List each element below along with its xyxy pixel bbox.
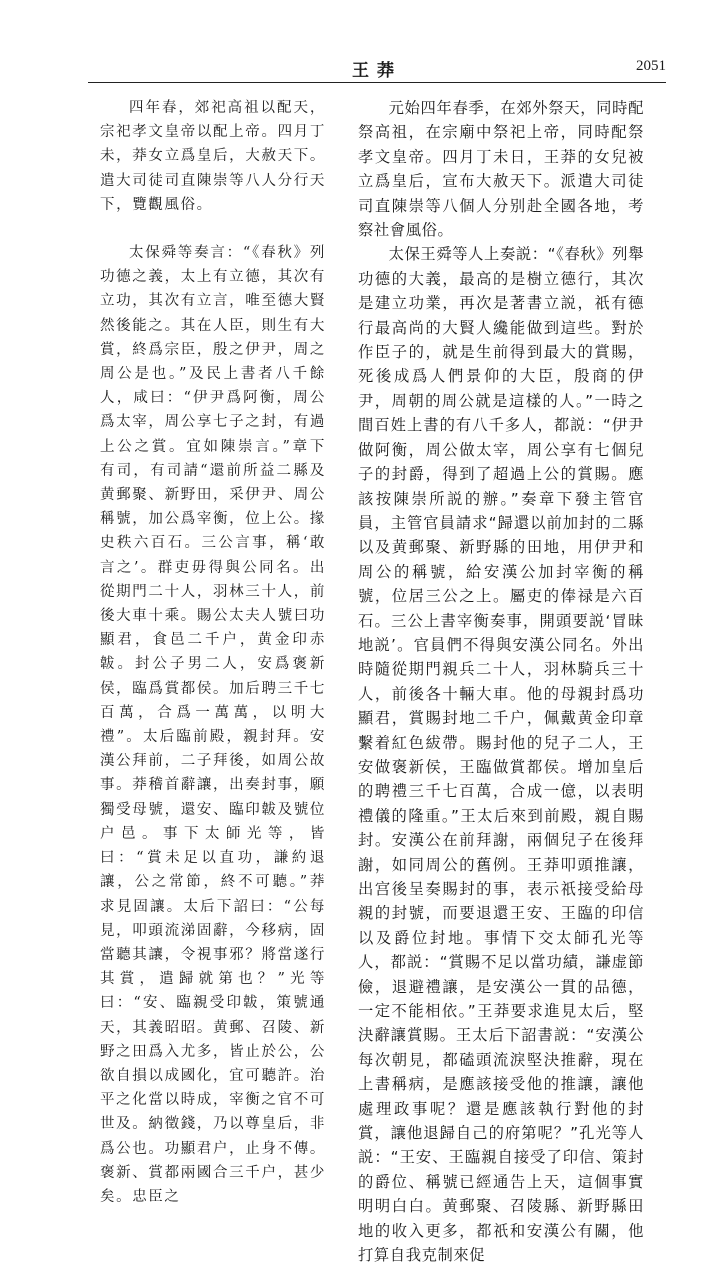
translation-text-column: [358, 96, 644, 1265]
classical-paragraph-1: 四年春，郊祀高祖以配天，宗祀孝文皇帝以配上帝。四月丁未，莽女立爲皇后，大赦天下。遣大司徒司直陳崇等八人分行天下，覽觀風俗。: [100, 100, 326, 213]
classical-text-column: [100, 96, 326, 1205]
classical-paragraph-2: 太保舜等奏言：“《春秋》列功德之義，太上有立德，其次有立功，其次有立言，唯至德大賢然後能之。其在人臣，則生有大賞，終爲宗臣，殷之伊尹，周之周公是也。”及民上書者八千餘人，咸曰：“伊尹爲阿衡，周公爲太宰，周公享七子之封，有過上公之賞。宜如陳崇言。”章下有司，有司請“還前所益二縣及黄郵聚、新野田，采伊尹、周公稱號，加公爲宰衡，位上公。掾史秩六百石。三公言事，稱‘敢言之’。群吏毋得與公同名。出從期門二十人，羽林三十人，前後大車十乘。賜公太夫人號曰功顯君，食邑二千户，黄金印赤韍。封公子男二人，安爲褒新侯，臨爲賞都侯。加后聘三千七百萬，合爲一萬萬，以明大禮”。太后臨前殿，親封拜。安漢公拜前，二子拜後，如周公故事。莽稽首辭讓，出奏封事，願獨受母號，還安、臨印韍及號位户邑。事下太師光等，皆曰：“賞未足以直功，謙約退讓，公之常節，終不可聽。”莽求見固讓。太后下詔曰：“公每見，叩頭流涕固辭，今移病，固當聽其讓，令視事邪？將當遂行其賞，遣歸就第也？”光等曰：“安、臨親受印韍，策號通天，其義昭昭。黄郵、召陵、新野之田爲入尤多，皆止於公，公欲自損以成國化，宜可聽許。治平之化當以時成，宰衡之官不可世及。納徵錢，乃以尊皇后，非爲公也。功顯君户，止身不傳。褒新、賞都兩國合三千户，甚少矣。忠臣之: [100, 245, 326, 1205]
page-number: 2051: [636, 58, 666, 74]
paragraph-gap: [100, 217, 326, 241]
header-rule: [88, 82, 666, 83]
translation-paragraph-2: 太保王舜等人上奏説：“《春秋》列舉功德的大義，最高的是樹立德行，其次是建立功業，再次是著書立説，祇有德行最高尚的大賢人纔能做到這些。對於作臣子的，就是生前得到最大的賞賜，死後成爲人們景仰的大臣，殷商的伊尹，周朝的周公就是這樣的人。”一時之間百姓上書的有八千多人，都説：“伊尹做阿衡，周公做太宰，周公享有七個兒子的封爵，得到了超過上公的賞賜。應該按陳崇所説的辦。”奏章下發主管官員，主管官員請求“歸還以前加封的二縣以及黄郵聚、新野縣的田地，用伊尹和周公的稱號，給安漢公加封宰衡的稱號，位居三公之上。屬吏的俸禄是六百石。三公上書宰衡奏事，開頭要説‘冒昧地説’。官員們不得與安漢公同名。外出時隨從期門親兵二十人，羽林騎兵三十人，前後各十輛大車。他的母親封爲功顯君，賞賜封地二千户，佩戴黄金印章繫着紅色紱帶。賜封他的兒子二人，王安做褒新侯，王臨做賞都侯。增加皇后的聘禮三千七百萬，合成一億，以表明禮儀的隆重。”王太后來到前殿，親自賜封。安漢公在前拜謝，兩個兒子在後拜謝，如同周公的舊例。王莽叩頭推讓，出宫後呈奏賜封的事，表示祇接受給母親的封號，而要退還王安、王臨的印信以及爵位封地。事情下交太師孔光等人，都説：“賞賜不足以當功績，謙虚節儉，退避禮讓，是安漢公一貫的品德，一定不能相依。”王莽要求進見太后，堅決辭讓賞賜。王太后下詔書説：“安漢公每次朝見，都磕頭流淚堅決推辭，現在上書稱病，是應該接受他的推讓，讓他處理政事呢？還是應該執行對他的封賞，讓他退歸自己的府第呢？”孔光等人説：“王安、王臨親自接受了印信、策封的爵位、稱號已經通告上天，這個事實明明白白。黄郵聚、召陵縣、新野縣田地的收入更多，都祇和安漢公有關，他打算自我克制來促: [358, 245, 644, 1265]
translation-paragraph-1: 元始四年春季，在郊外祭天，同時配祭高祖，在宗廟中祭祀上帝，同時配祭孝文皇帝。四月丁未日，王莽的女兒被立爲皇后，宣布大赦天下。派遣大司徒司直陳崇等八個人分别赴全國各地，考察社會風俗。: [358, 99, 644, 240]
page-title: 王莽: [352, 61, 402, 81]
page-header: [88, 56, 666, 82]
